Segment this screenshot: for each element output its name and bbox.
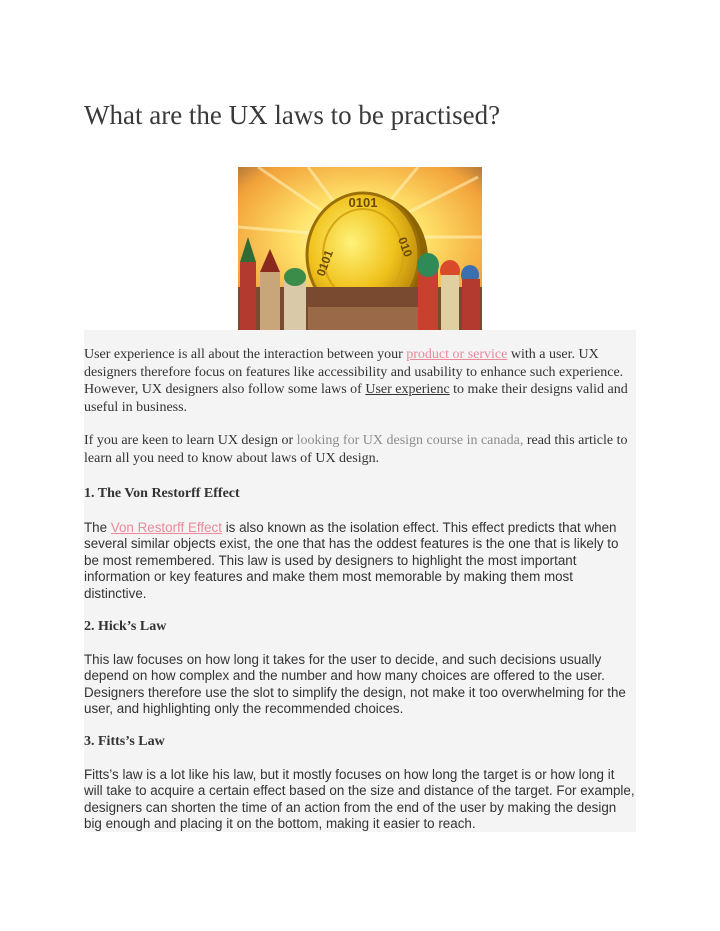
article-body	[84, 330, 636, 832]
page-title: What are the UX laws to be practised?	[84, 100, 501, 130]
course-text-2: read this article to learn all you need to know about laws of UX design.	[84, 433, 628, 466]
section-heading-von-restorff: 1. The Von Restorff Effect	[84, 486, 240, 501]
hero-image	[238, 167, 482, 330]
intro-text-2: with a user. UX designers therefore focus on features like accessibility and usability to enhance such experience. However, UX designers also follow some laws of	[84, 347, 624, 398]
user-experience-link[interactable]: User experienc	[365, 382, 450, 398]
coin-illustration	[238, 167, 482, 330]
von-restorff-pre: The	[84, 520, 111, 535]
svg-text:0101: 0101	[313, 248, 336, 279]
course-paragraph	[84, 432, 636, 467]
intro-text-3: to make their designs valid and useful in business.	[84, 382, 628, 415]
course-text-1: If you are keen to learn UX design or	[84, 433, 297, 448]
svg-text:0101: 0101	[348, 195, 378, 210]
von-restorff-paragraph	[84, 520, 636, 602]
von-restorff-body: is also known as the isolation effect. This effect predicts that when several similar objects exist, the one that has the oddest features is the one that is likely to be most remembered. This law is used by designers to highlight the most important information or key features and make them most memorable by making them most distinctive.	[84, 520, 619, 601]
svg-text:010: 010	[395, 235, 416, 259]
intro-text-1: User experience is all about the interaction between your	[84, 347, 407, 362]
fitts-law-paragraph: Fitts’s law is a lot like his law, but it mostly focuses on how long the target is or how long it will take to acquire a certain effect based on the size and distance of the target. For example, designers can shorten the time of an action from the end of the user by making the design big enough and placing it on the bottom, making it easier to reach.	[84, 767, 635, 832]
hicks-law-paragraph: This law focuses on how long it takes for the user to decide, and such decisions usually depend on how complex and the number and how many choices are offered to the user. Designers therefore use the slot to simplify the design, not make it too overwhelming for the user, and highlighting only the recommended choices.	[84, 652, 626, 717]
section-heading-fitts-law: 3. Fitts’s Law	[84, 734, 165, 749]
product-or-service-link[interactable]: product or service	[406, 347, 508, 362]
section-heading-hicks-law: 2. Hick’s Law	[84, 619, 167, 634]
intro-paragraph	[84, 346, 636, 416]
ux-course-link[interactable]: looking for UX design course in canada,	[296, 433, 524, 448]
von-restorff-link[interactable]: Von Restorff Effect	[110, 520, 222, 535]
